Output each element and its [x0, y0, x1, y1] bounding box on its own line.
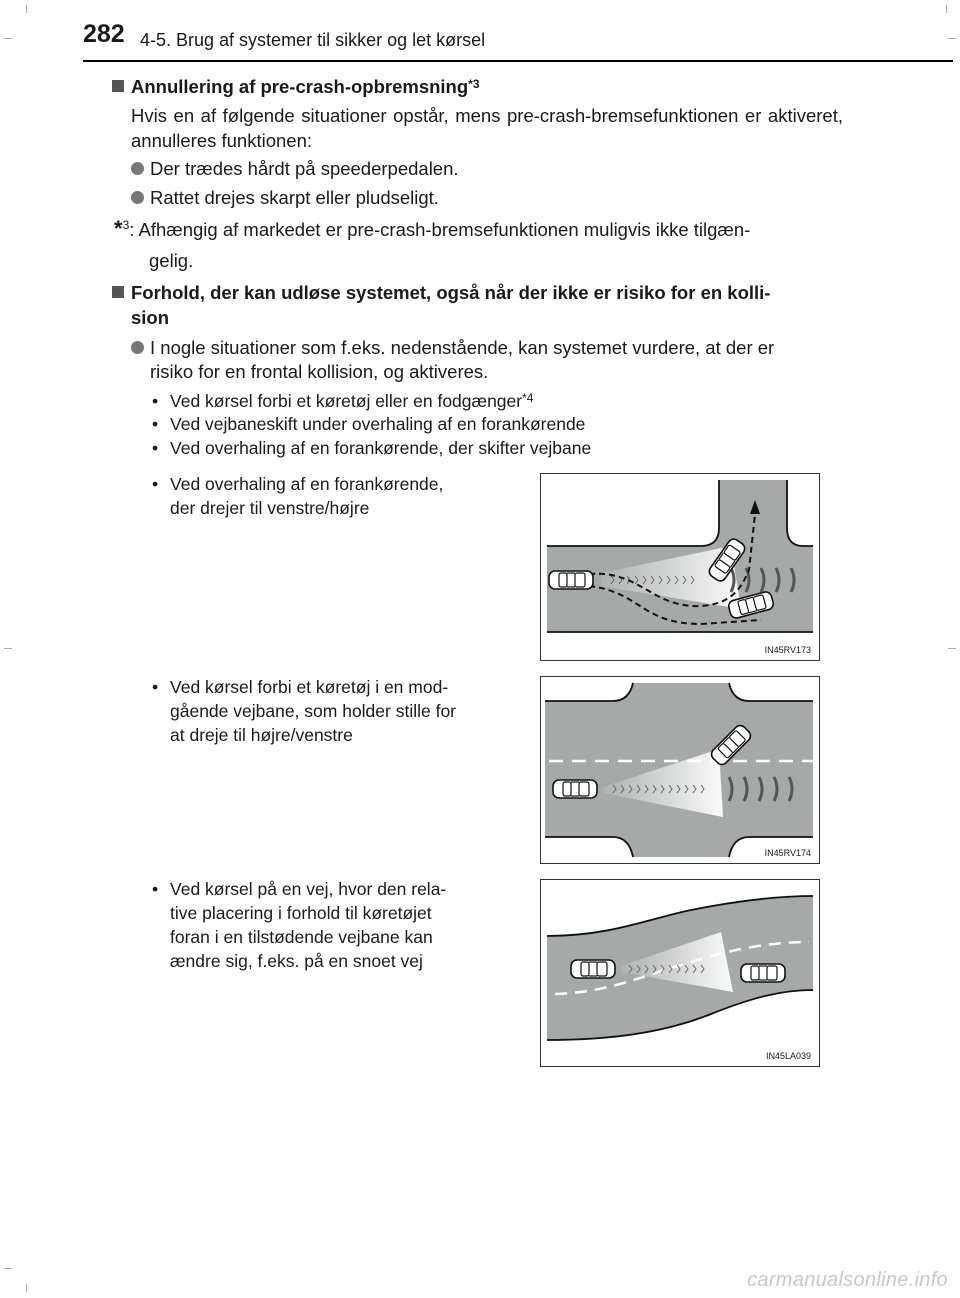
section-title: 4-5. Brug af systemer til sikker og let kørsel [140, 30, 486, 50]
sec2-heading-cont: sion [131, 307, 170, 328]
figure-winding-road [540, 879, 820, 1067]
footnote-ref: *3 [468, 77, 480, 91]
sec2-intro-cont: risiko for en frontal kollision, og aktiveres. [150, 361, 489, 382]
header-rule [83, 60, 953, 62]
watermark: carmanualsonline.info [747, 1269, 948, 1291]
figure-1-illustration [541, 474, 819, 660]
crop-mark [4, 1268, 12, 1269]
fig-bullet-3: • Ved kørsel på en vej, hvor den rela- tive placering i forhold til køretøjet foran i en tilstødende vejbane kan ændre sig, f.eks. på en snoet vej [152, 879, 447, 971]
sec2-heading: Forhold, der kan udløse systemet, også når der ikke er risiko for en kolli- [112, 280, 770, 306]
square-bullet-icon [112, 286, 124, 298]
crop-mark [948, 648, 956, 649]
road-edge [547, 480, 719, 546]
road-surface [547, 480, 813, 632]
sec1-item-1: Der trædes hårdt på speederpedalen. [131, 156, 459, 181]
fig-bullet-2: • Ved kørsel forbi et køretøj i en mod- gående vejbane, som holder stille for at dreje til højre/venstre [152, 677, 457, 745]
crop-mark [4, 38, 12, 39]
sec1-heading: Annullering af pre-crash-opbremsning$^{*3}$ [112, 74, 480, 100]
figure-code: IN45RV174 [764, 848, 811, 858]
circle-bullet-icon [131, 341, 144, 354]
crop-mark [948, 38, 956, 39]
crop-mark [26, 1284, 27, 1292]
sec1-footnote: *$^3$: Afhængig af markedet er pre-crash-bremsefunktionen muligvis ikke tilgæn- [114, 216, 751, 241]
figure-2-illustration [541, 677, 819, 863]
sec1-item-2: Rattet drejes skarpt eller pludseligt. [131, 185, 439, 210]
sec2-intro: I nogle situationer som f.eks. nedenstående, kan systemet vurdere, at der er [131, 335, 774, 360]
sec1-footnote-cont: gelig. [149, 250, 194, 271]
fig-bullet-1: • Ved overhaling af en forankørende, der drejer til venstre/højre [152, 474, 444, 518]
circle-bullet-icon [131, 191, 144, 204]
figure-oncoming-turn [540, 676, 820, 864]
square-bullet-icon [112, 80, 124, 92]
road-edge [787, 480, 813, 546]
circle-bullet-icon [131, 162, 144, 175]
sec2-bullet-3: • Ved overhaling af en forankørende, der skifter vejbane [152, 438, 592, 458]
crop-mark [946, 5, 947, 13]
sec1-intro: Hvis en af følgende situationer opstår, mens pre-crash-bremsefunktionen er aktiveret, annulleres funktionen: [131, 105, 843, 151]
ego-car-icon [549, 571, 593, 589]
figure-code: IN45LA039 [765, 1051, 811, 1061]
ego-car-icon [571, 960, 615, 978]
ego-car-icon [553, 780, 597, 798]
sec2-bullet-1: • Ved kørsel forbi et køretøj eller en fodgænger$^{*4}$ [152, 391, 534, 411]
figure-code: IN45RV173 [764, 645, 811, 655]
crop-mark [4, 648, 12, 649]
crop-mark [26, 5, 27, 13]
sec2-bullet-2: • Ved vejbaneskift under overhaling af en forankørende [152, 414, 586, 434]
adjacent-car-icon [741, 964, 785, 982]
page-number: 282 [83, 20, 125, 48]
figure-3-illustration [541, 880, 819, 1066]
figure-intersection-turn [540, 473, 820, 661]
